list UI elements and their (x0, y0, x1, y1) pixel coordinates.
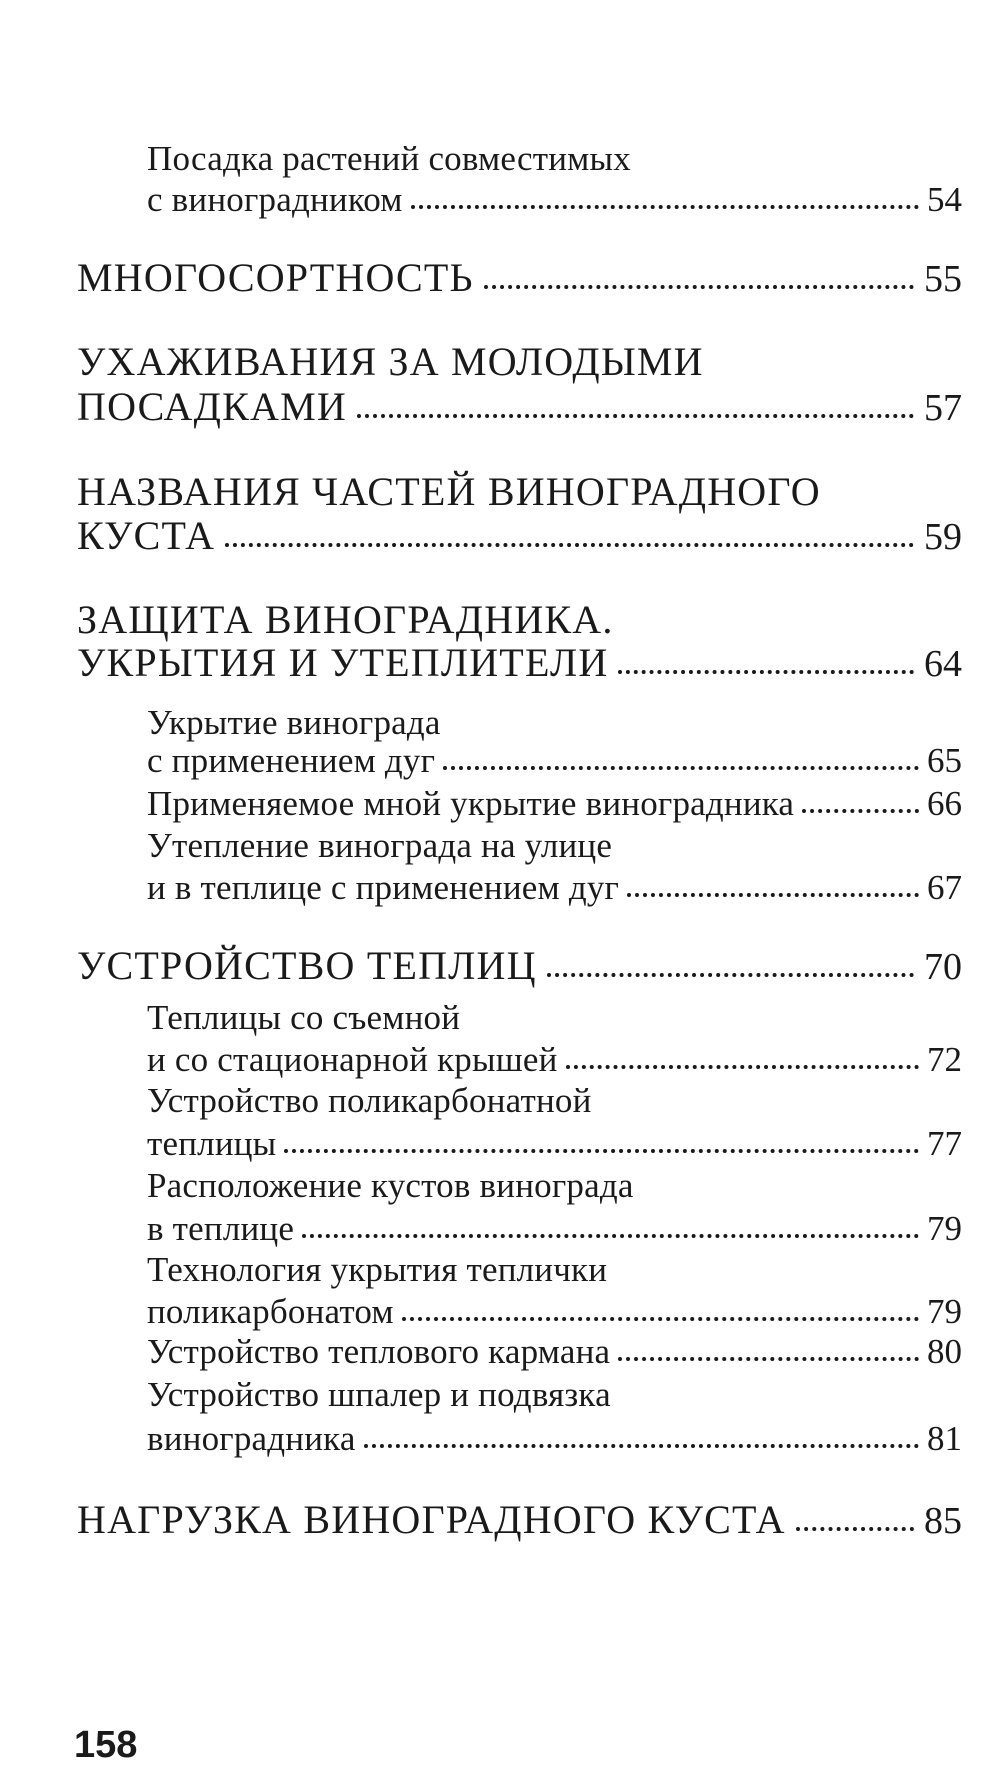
toc-entry-line (147, 1083, 592, 1118)
toc-entry-line (147, 1421, 962, 1456)
dot-leader (484, 285, 914, 289)
toc-page-number: 67 (927, 868, 962, 907)
toc-entry-text: Устройство теплового кармана (147, 1332, 611, 1371)
toc-entry-line (147, 1334, 962, 1369)
toc-page-number: 66 (927, 784, 962, 823)
dot-leader (402, 1317, 919, 1321)
dot-leader (225, 543, 914, 547)
toc-entry-text: Устройство поликарбонатной (147, 1081, 592, 1120)
toc-page-number: 54 (927, 180, 962, 219)
toc-chapter-title: УСТРОЙСТВО ТЕПЛИЦ (77, 943, 537, 988)
toc-chapter-line (77, 339, 704, 384)
dot-leader (627, 893, 919, 897)
dot-leader (284, 1149, 919, 1153)
toc-entry-text: и со стационарной крышей (147, 1040, 558, 1079)
toc-chapter-line (77, 597, 614, 642)
toc-entry-line (147, 1126, 962, 1161)
dot-leader (364, 1444, 919, 1448)
dot-leader (302, 1234, 919, 1238)
toc-chapter-title: НАЗВАНИЯ ЧАСТЕЙ ВИНОГРАДНОГО (77, 469, 821, 514)
toc-entry-text: Устройство шпалер и подвязка (147, 1375, 611, 1414)
toc-chapter-line (77, 640, 962, 685)
toc-chapter-line (77, 469, 821, 514)
toc-entry-text: Укрытие винограда (147, 703, 441, 742)
toc-entry-line (147, 1377, 611, 1412)
toc-page-number: 59 (924, 516, 962, 558)
toc-entry-text: Утепление винограда на улице (147, 826, 613, 865)
toc-chapter-title: НАГРУЗКА ВИНОГРАДНОГО КУСТА (77, 1497, 786, 1542)
toc-entry-text: Теплицы со съемной (147, 998, 461, 1037)
toc-entry-line (147, 141, 631, 176)
toc-page-number: 57 (924, 387, 962, 429)
toc-entry-text: Технология укрытия теплички (147, 1250, 608, 1289)
toc-entry-text: поликарбонатом (147, 1292, 394, 1331)
toc-entry-line (147, 1000, 460, 1035)
toc-entry-text: теплицы (147, 1124, 277, 1163)
toc-entry-text: с применением дуг (147, 741, 436, 780)
dot-leader (566, 1065, 919, 1069)
toc-entry-text: Применяемое мной укрытие виноградника (147, 784, 795, 823)
toc-page-number: 85 (924, 1500, 962, 1542)
toc-entry-text: Посадка растений совместимых (147, 139, 631, 178)
toc-page-number: 72 (927, 1040, 962, 1079)
toc-chapter-line (77, 513, 962, 558)
toc-entry-line (147, 1168, 634, 1203)
toc-chapter-title: ПОСАДКАМИ (77, 384, 347, 429)
toc-entry-line (147, 1042, 962, 1077)
dot-leader (796, 1527, 914, 1531)
dot-leader (618, 670, 914, 674)
toc-entry-line (147, 828, 612, 863)
toc-page-number: 79 (927, 1209, 962, 1248)
toc-entry-line (147, 1294, 962, 1329)
toc-page-number: 81 (927, 1419, 962, 1458)
toc-entry-text: виноградника (147, 1419, 356, 1458)
toc-entry-line (147, 786, 962, 821)
toc-page-number: 64 (924, 643, 962, 685)
toc-entry-line (147, 182, 962, 217)
dot-leader (547, 973, 914, 977)
dot-leader (802, 809, 919, 813)
toc-chapter-line (77, 943, 962, 988)
toc-chapter-title: УХАЖИВАНИЯ ЗА МОЛОДЫМИ (77, 339, 704, 384)
dot-leader (357, 414, 914, 418)
toc-chapter-title: ЗАЩИТА ВИНОГРАДНИКА. (77, 597, 614, 642)
toc-page-number: 65 (927, 741, 962, 780)
toc-chapter-title: МНОГОСОРТНОСТЬ (77, 255, 474, 300)
toc-page-number: 77 (927, 1124, 962, 1163)
toc-entry-line (147, 1211, 962, 1246)
dot-leader (411, 205, 919, 209)
dot-leader (618, 1357, 919, 1361)
toc-entry-text: с виноградником (147, 180, 403, 219)
toc-page-number: 70 (924, 946, 962, 988)
toc-chapter-title: УКРЫТИЯ И УТЕПЛИТЕЛИ (77, 640, 609, 685)
toc-chapter-line (77, 1497, 962, 1542)
toc-page-number: 79 (927, 1292, 962, 1331)
toc-entry-line (147, 705, 441, 740)
page-number-folio: 158 (74, 1724, 138, 1766)
toc-entry-line (147, 1252, 607, 1287)
toc-entry-line (147, 743, 962, 778)
toc-chapter-line (77, 255, 962, 300)
toc-page-number: 80 (927, 1332, 962, 1371)
toc-entry-line (147, 870, 962, 905)
dot-leader (443, 766, 919, 770)
toc-chapter-title: КУСТА (77, 513, 216, 558)
toc-chapter-line (77, 384, 962, 429)
toc-entry-text: в теплице (147, 1209, 295, 1248)
toc-entry-text: и в теплице с применением дуг (147, 868, 620, 907)
toc-page-number: 55 (924, 258, 962, 300)
toc-entry-text: Расположение кустов винограда (147, 1166, 634, 1205)
